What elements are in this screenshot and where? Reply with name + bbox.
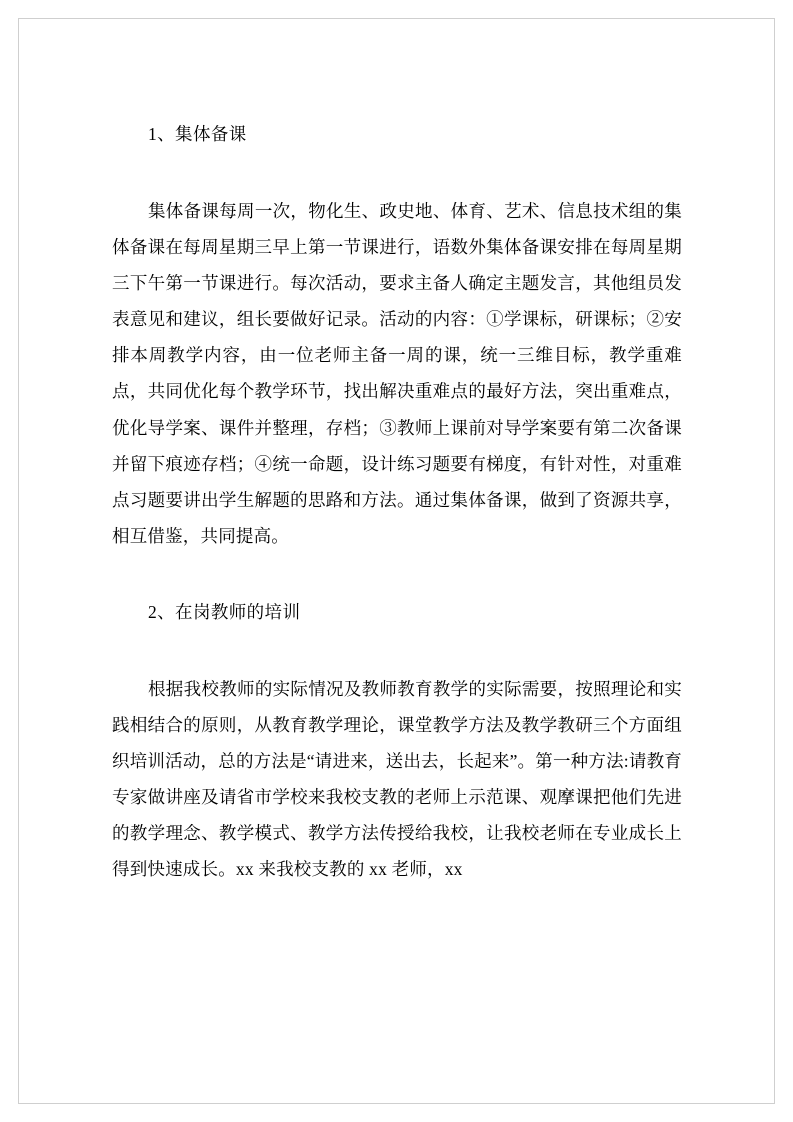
spacer — [112, 629, 682, 671]
section-heading-1: 1、集体备课 — [148, 124, 247, 144]
spacer — [112, 554, 682, 596]
spacer — [112, 151, 682, 193]
section-heading-2: 2、在岗教师的培训 — [148, 601, 301, 622]
document-content — [112, 118, 682, 887]
section-paragraph-2: 根据我校教师的实际情况及教师教育教学的实际需要，按照理论和实践相结合的原则，从教育教学理论，课堂教学方法及教学教研三个方面组织培训活动，总的方法是“请进来，送出去，长起来”。第一种方法:请教育专家做讲座及请省市学校来我校支教的老师上示范课、观摩课把他们先进的教学理念、教学模式、教学方法传授给我校，让我校老师在专业成长上得到快速成长。xx 来我校支教的 xx 老师，xx — [112, 678, 682, 880]
section-paragraph-1: 集体备课每周一次，物化生、政史地、体育、艺术、信息技术组的集体备课在每周星期三早上第一节课进行，语数外集体备课安排在每周星期三下午第一节课进行。每次活动，要求主备人确定主题发言，其他组员发表意见和建议，组长要做好记录。活动的内容：①学课标，研课标；②安排本周教学内容，由一位老师主备一周的课，统一三维目标，教学重难点，共同优化每个教学环节，找出解决重难点的最好方法，突出重难点，优化导学案、课件并整理，存档；③教师上课前对导学案要有第二次备课并留下痕迹存档；④统一命题，设计练习题要有梯度，有针对性，对重难点习题要讲出学生解题的思路和方法。通过集体备课，做到了资源共享，相互借鉴，共同提高。 — [112, 201, 682, 546]
